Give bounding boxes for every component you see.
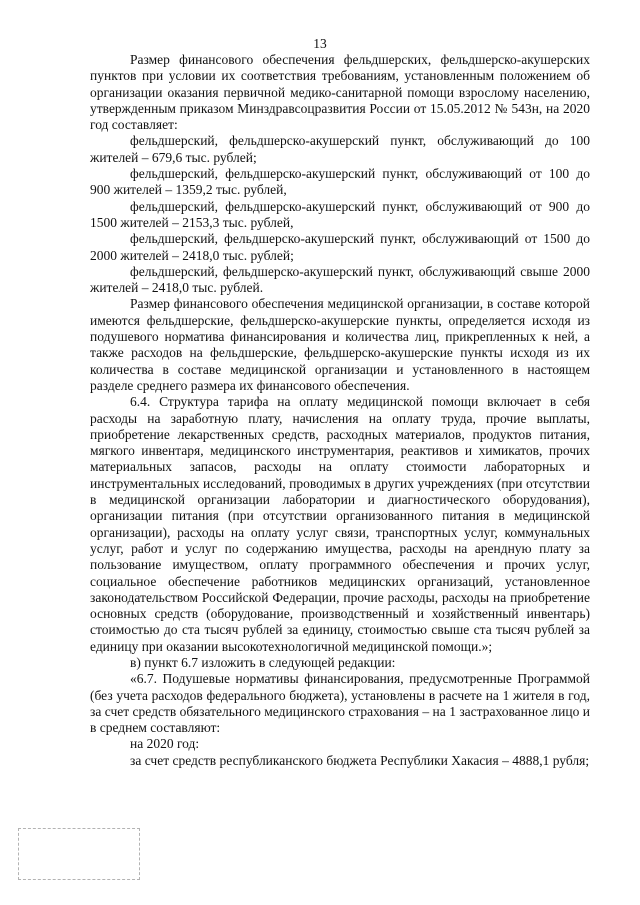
document-stamp — [18, 828, 140, 880]
paragraph-6-7: «6.7. Подушевые нормативы финансирования, предусмотренные Программой (без учета расходов федерального бюджета), установлены в расчете на 1 жителя в год, за счет средств обязательного медицинского страхования – на 1 застрахованное лицо и в среднем составляют: — [90, 671, 590, 736]
paragraph-item-v: в) пункт 6.7 изложить в следующей редакции: — [130, 654, 396, 670]
paragraph-fap-financing: Размер финансового обеспечения фельдшерских, фельдшерско-акушерских пунктов при условии их соответствия требованиям, установленным положением об организации оказания первичной медико-санитарной помощи взрослому населению, утвержденным приказом Минздравсоцразвития России от 15.05.2012 № 543н, на 2020 год составляет: — [90, 52, 590, 133]
document-body — [90, 52, 590, 769]
page-number: 13 — [313, 36, 327, 51]
paragraph-year-2020: на 2020 год: — [130, 736, 200, 752]
paragraph-fap-900-1500: фельдшерский, фельдшерско-акушерский пункт, обслуживающий от 900 до 1500 жителей – 2153,3 тыс. рублей, — [90, 198, 590, 230]
paragraph-med-org-financing: Размер финансового обеспечения медицинской организации, в составе которой имеются фельдшерские, фельдшерско-акушерские пункты, определяется исходя из подушевого норматива финансирования и количества лиц, прикрепленных к ней, а также расходов на фельдшерские, фельдшерско-акушерские пункты исходя из их количества в составе медицинской организации и установленного в настоящем разделе среднего размера их финансового обеспечения. — [90, 296, 590, 393]
paragraph-fap-over-2000: фельдшерский, фельдшерско-акушерский пункт, обслуживающий свыше 2000 жителей – 2418,0 тыс. рублей. — [90, 263, 590, 296]
paragraph-republic-budget: за счет средств республиканского бюджета Республики Хакасия – 4888,1 рубля; — [130, 752, 590, 768]
paragraph-fap-100: фельдшерский, фельдшерско-акушерский пункт, обслуживающий до 100 жителей – 679,6 тыс. рублей; — [90, 133, 590, 165]
paragraph-6-4: 6.4. Структура тарифа на оплату медицинской помощи включает в себя расходы на заработную плату, начисления на оплату труда, прочие выплаты, приобретение лекарственных средств, расходных материалов, продуктов питания, мягкого инвентаря, медицинского инструментария, реактивов и химикатов, прочих материальных запасов, расходы на оплату стоимости лабораторных и инструментальных исследований, проводимых в других учреждениях (при отсутствии в медицинской организации лаборатории и диагностического оборудования), организации питания (при отсутствии организованного питания в медицинской организации), расходы на оплату услуг связи, транспортных услуг, коммунальных услуг, работ и услуг по содержанию имущества, расходы на арендную плату за пользование имуществом, оплату программного обеспечения и прочих услуг, социальное обеспечение работников медицинских организаций, установленное законодательством Российской Федерации, прочие расходы, расходы на приобретение основных средств (оборудование, производственный и хозяйственный инвентарь) стоимостью до ста тысяч рублей за единицу, стоимостью свыше ста тысяч рублей за единицу при оказании высокотехнологичной медицинской помощи.»; — [90, 394, 590, 654]
paragraph-fap-1500-2000: фельдшерский, фельдшерско-акушерский пункт, обслуживающий от 1500 до 2000 жителей – 2418,0 тыс. рублей; — [90, 231, 590, 263]
paragraph-fap-100-900: фельдшерский, фельдшерско-акушерский пункт, обслуживающий от 100 до 900 жителей – 1359,2 тыс. рублей, — [90, 166, 590, 198]
